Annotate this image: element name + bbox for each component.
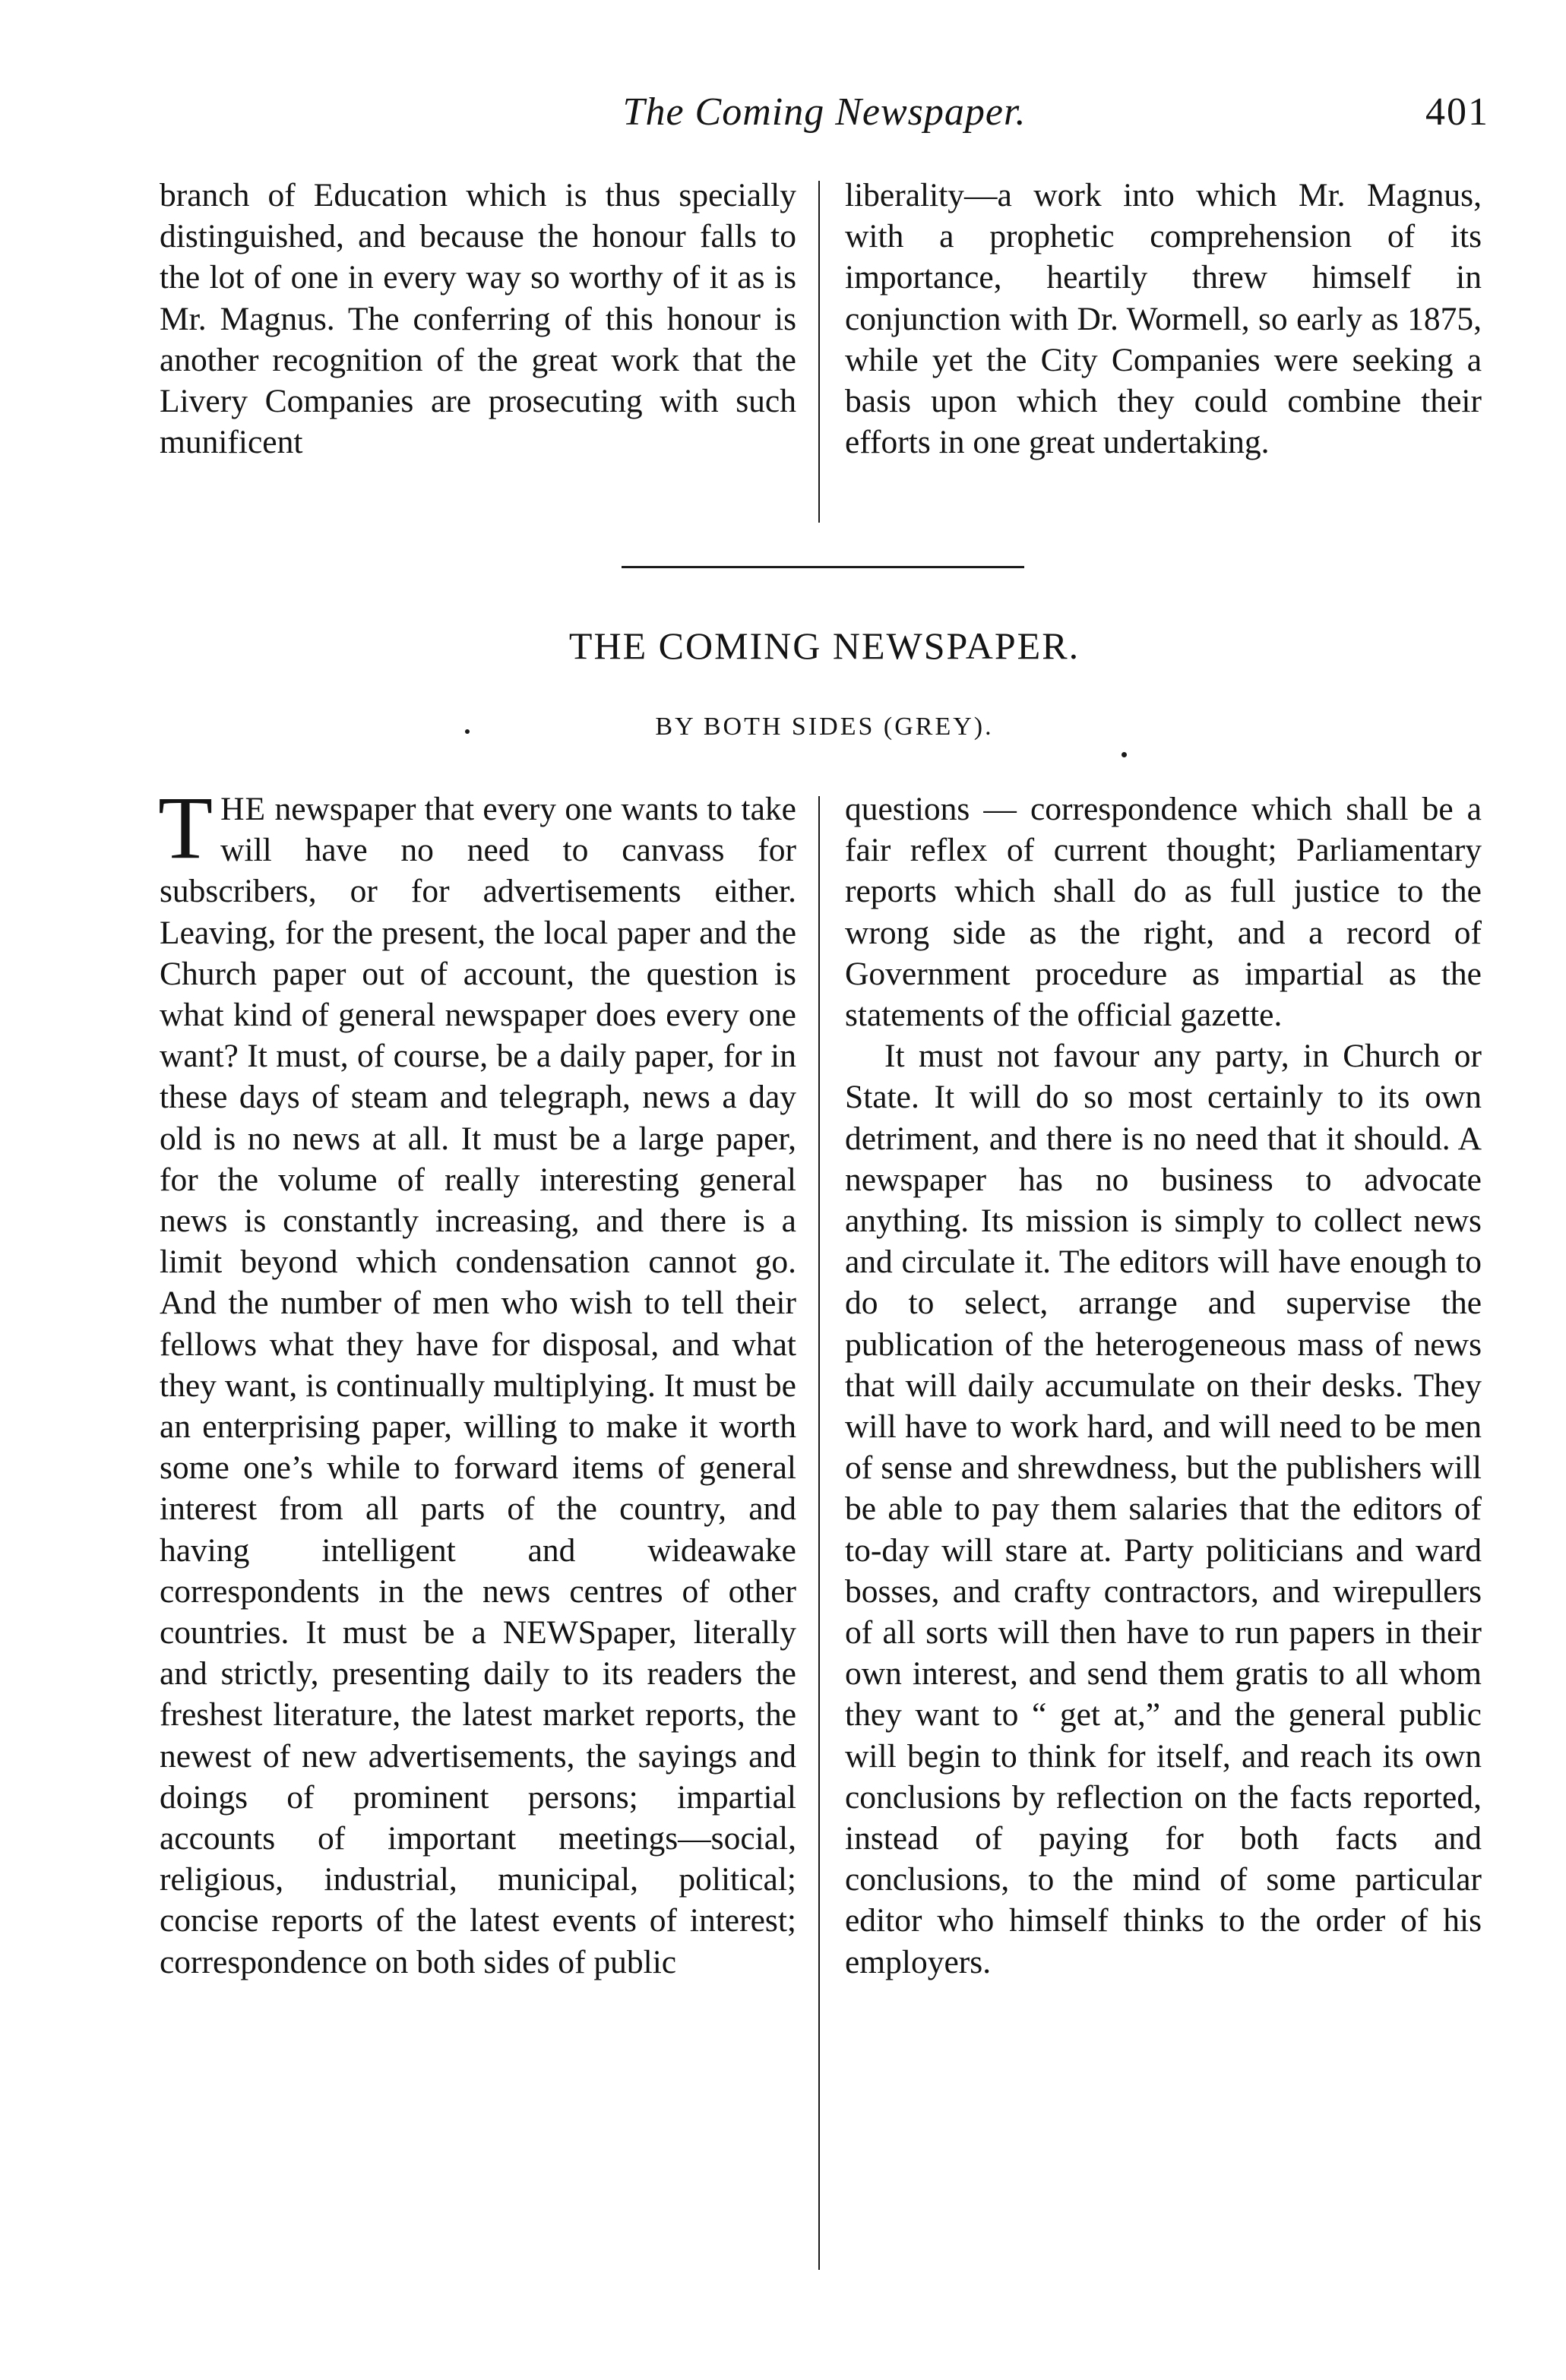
previous-article-right-column [845, 175, 1482, 463]
running-title: The Coming Newspaper. [622, 90, 1027, 134]
column-rule-top [818, 181, 820, 523]
article-title: THE COMING NEWSPAPER. [568, 624, 1080, 667]
article-right-column [845, 789, 1482, 1983]
article-left-column [158, 778, 796, 1983]
section-divider [622, 566, 1024, 568]
article-right-paragraph-2: It must not favour any party, in Church or State. It will do so most certainly to its own detriment, and there is no need that it should. A newspaper has no business to advocate anything. Its mission is simply to collect news and circulate it. The editors will have enough to do to select, arrange and supervise the publication of the heterogeneous mass of news that will daily accumulate on their desks. They will have to work hard, and will need to be men of sense and shrewdness, but the publishers will be able to pay them salaries that the editors of to-day will stare at. Party politicians and ward bosses, and crafty contractors, and wirepullers of all sorts will then have to run papers in their own interest, and send them gratis to all whom they want to “ get at,” and the general public will begin to think for itself, and reach its own conclusions by reflection on the facts reported, instead of paying for both facts and conclusions, to the mind of some particular editor who himself thinks to the order of his employers. [845, 1038, 1482, 1980]
column-rule-bottom [818, 796, 820, 2270]
article-right-paragraph-1: questions — correspondence which shall be a fair reflex of current thought; Parliamentary reports which shall do as full justice to the wrong side as the right, and a record of Government procedure as impartial as the statements of the official gazette. [845, 791, 1482, 1034]
previous-article-right-paragraph: liberality—a work into which Mr. Magnus, with a prophetic comprehension of its importance, heartily threw himself in conjunction with Dr. Wormell, so early as 1875, while yet the City Companies were seeking a basis upon which they could combine their efforts in one great undertaking. [845, 177, 1482, 461]
previous-article-left-paragraph: branch of Education which is thus specially distinguished, and because the honour falls to the lot of one in every way so worthy of it as is Mr. Magnus. The conferring of this honour is another recognition of the great work that the Livery Companies are prosecuting with such munificent [160, 177, 796, 461]
running-head [160, 90, 1489, 143]
previous-article-left-column [160, 175, 796, 463]
lead-word: HE [220, 791, 267, 827]
page-number: 401 [1425, 90, 1489, 134]
article-opening-paragraph [158, 778, 796, 1983]
article-byline: BY BOTH SIDES (GREY). [655, 713, 994, 741]
article-left-paragraph: newspaper that every one wants to take will have no need to canvass for subscribers, or for advertisements either. Leaving, for the present, the local paper and the Church paper out of account, the question is what kind of general newspaper does every one want? It must, of course, be a daily paper, for in these days of steam and telegraph, news a day old is no news at all. It must be a large paper, for the volume of really interesting general news is constantly increasing, and there is a limit beyond which condensation cannot go. And the number of men who wish to tell their fellows what they have for disposal, and what they want, is continually multiplying. It must be an enterprising paper, willing to make it worth some one’s while to forward items of general interest from all parts of the country, and having intelligent and wideawake correspondents in the news centres of other countries. It must be a NEWSpaper, literally and strictly, presenting daily to its readers the freshest literature, the latest market reports, the newest of new advertisements, the sayings and doings of prominent persons; impartial accounts of important meetings—social, religious, industrial, municipal, political; concise reports of the latest events of interest; correspondence on both sides of public [160, 791, 796, 1980]
print-speck [1122, 752, 1127, 757]
drop-cap: T [158, 778, 214, 877]
